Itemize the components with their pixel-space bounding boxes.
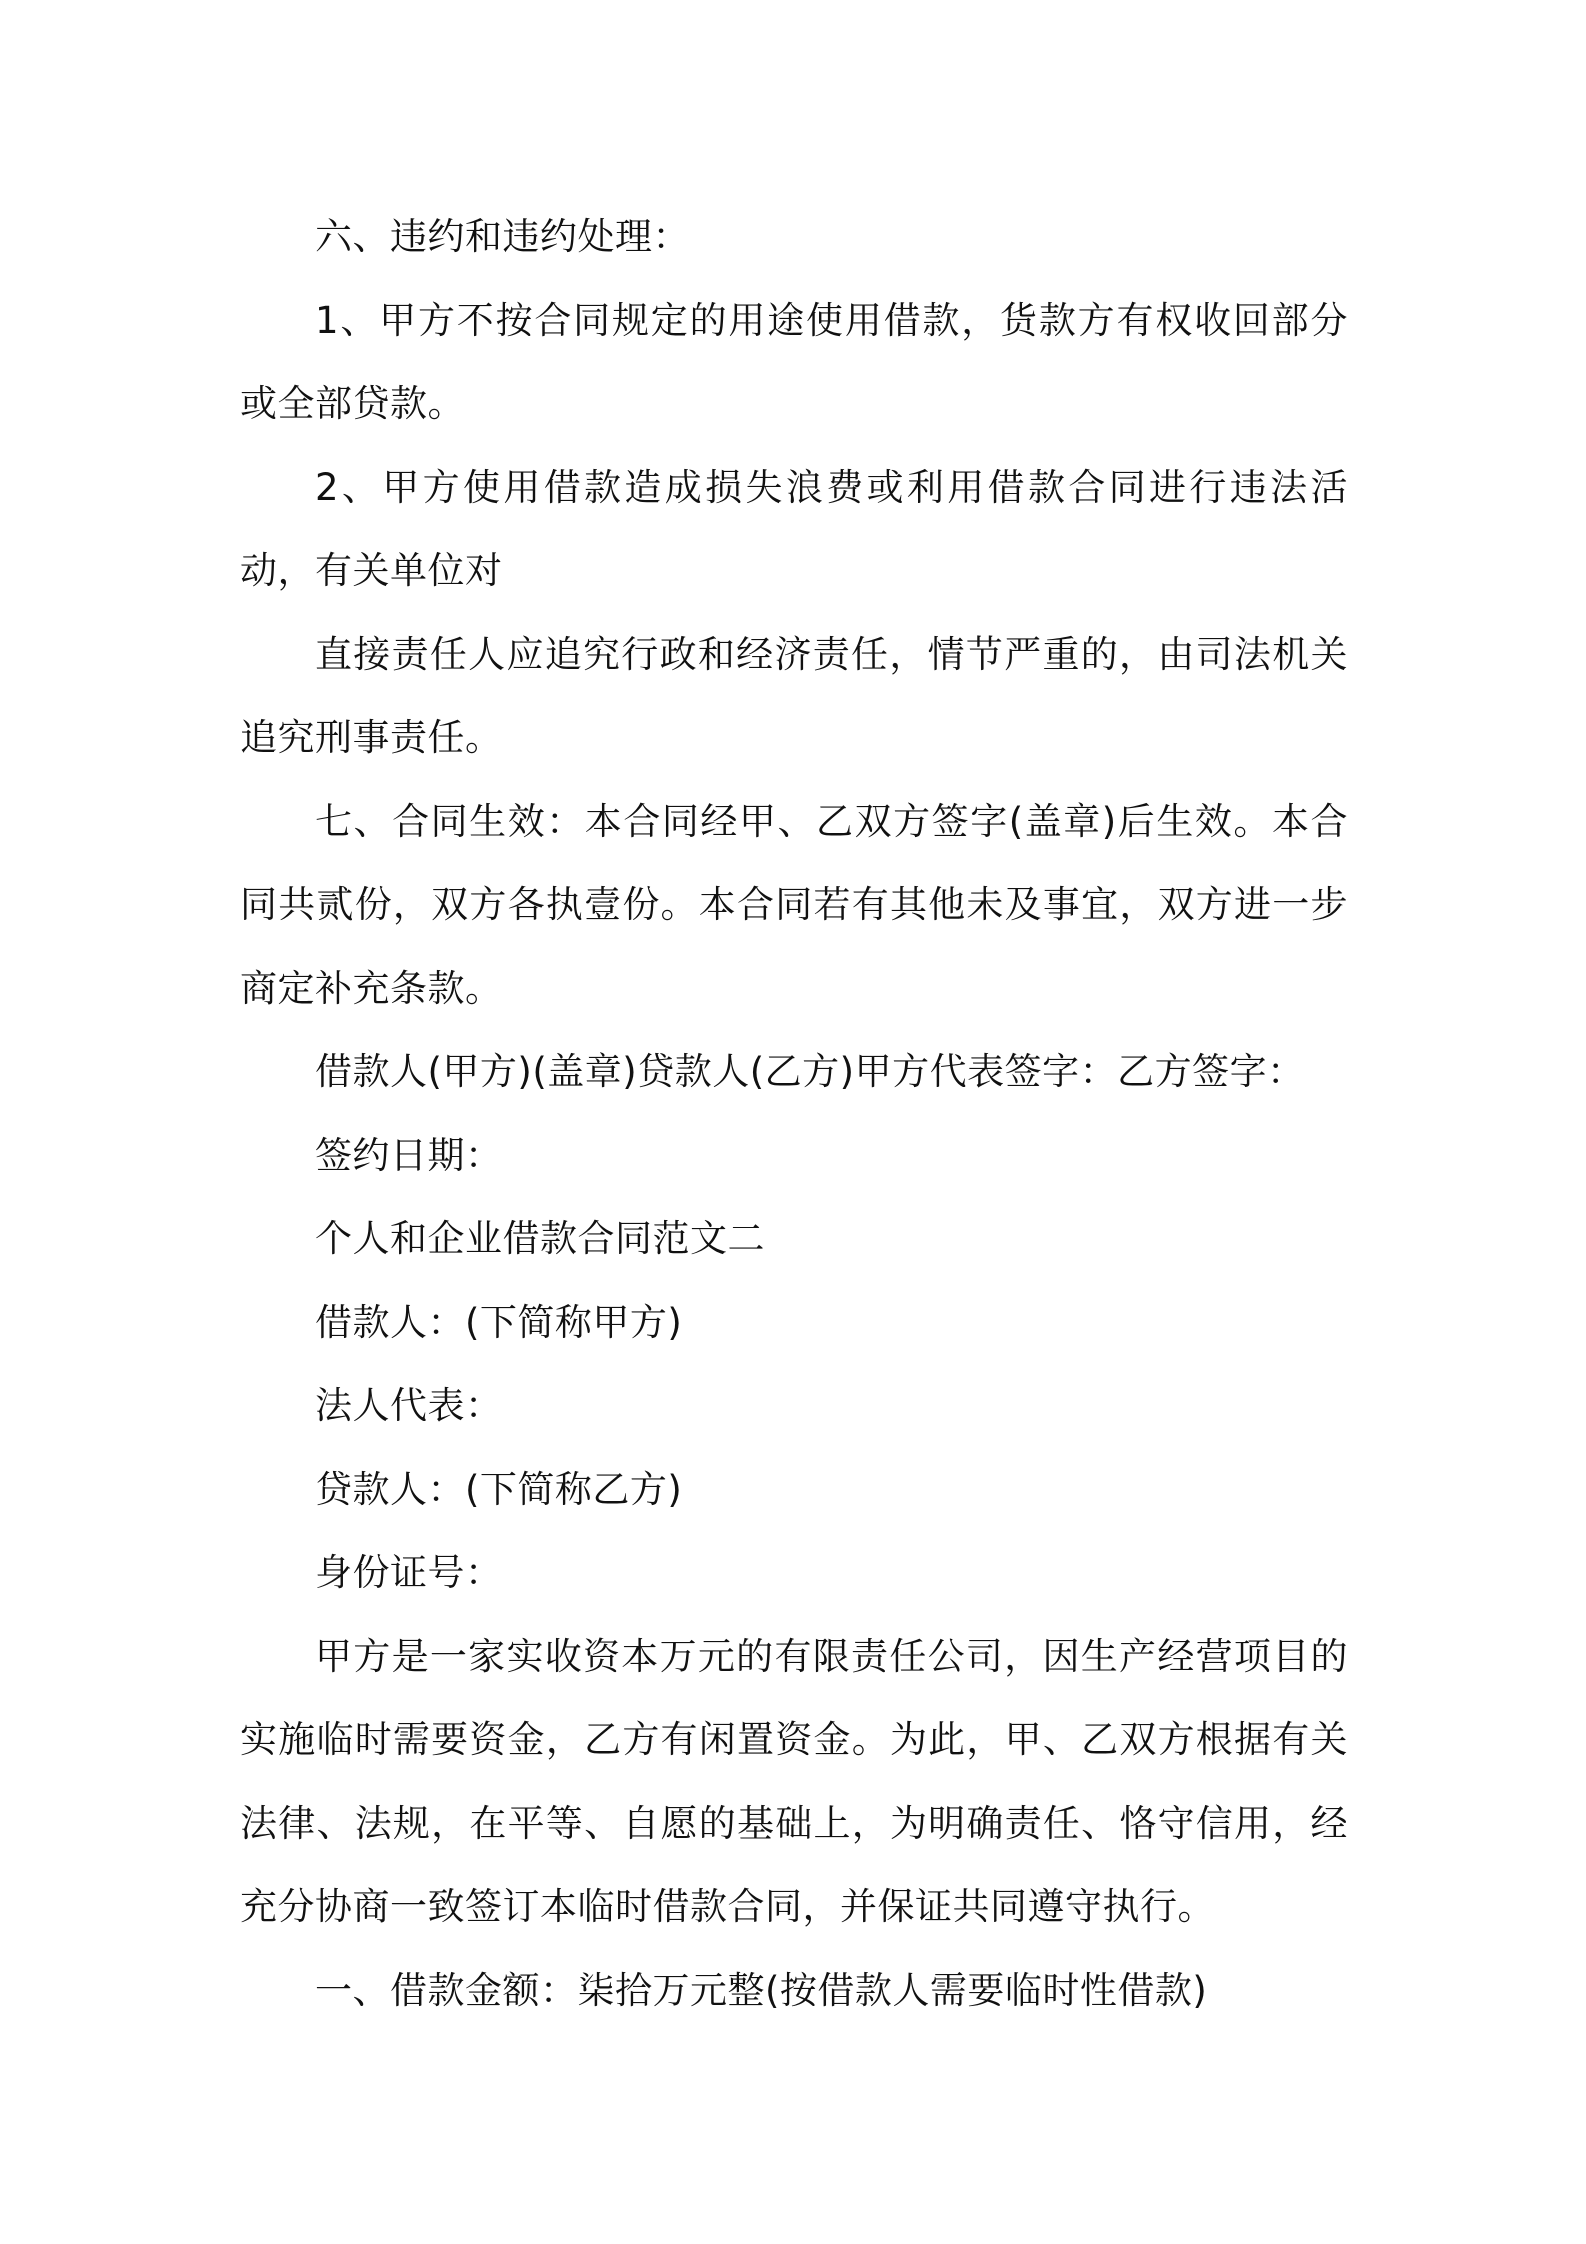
- paragraph-liability: 直接责任人应追究行政和经济责任，情节严重的，由司法机关追究刑事责任。: [240, 632, 1348, 759]
- paragraph-sign-date: 签约日期：: [315, 1133, 503, 1177]
- paragraph-breach-clause-2: 2、甲方使用借款造成损失浪费或利用借款合同进行违法活动，有关单位对: [240, 465, 1348, 592]
- paragraph-breach-heading: 六、违约和违约处理：: [315, 215, 690, 258]
- paragraph-preamble: 甲方是一家实收资本万元的有限责任公司，因生产经营项目的实施临时需要资金，乙方有闲置资金。为此，甲、乙双方根据有关法律、法规，在平等、自愿的基础上，为明确责任、恪守信用，经充分协商一致签订本临时借款合同，并保证共同遵守执行。: [240, 1634, 1348, 1928]
- paragraph-id-number: 身份证号：: [315, 1551, 503, 1594]
- paragraph-loan-amount: 一、借款金额：柒拾万元整(按借款人需要临时性借款): [315, 1968, 1208, 2012]
- paragraph-breach-clause-1: 1、甲方不按合同规定的用途使用借款，货款方有权收回部分或全部贷款。: [240, 298, 1348, 425]
- paragraph-signatures: 借款人(甲方)(盖章)贷款人(乙方)甲方代表签字：乙方签字：: [315, 1050, 1305, 1093]
- document-body: [240, 195, 1348, 2032]
- paragraph-sample-two-title: 个人和企业借款合同范文二: [315, 1217, 765, 1260]
- paragraph-lender: 贷款人：(下简称乙方): [315, 1467, 683, 1511]
- paragraph-legal-representative: 法人代表：: [315, 1384, 503, 1427]
- paragraph-borrower: 借款人：(下简称甲方): [315, 1300, 683, 1344]
- paragraph-effectiveness: 七、合同生效：本合同经甲、乙双方签字(盖章)后生效。本合同共贰份，双方各执壹份。本合同若有其他未及事宜，双方进一步商定补充条款。: [240, 799, 1348, 1010]
